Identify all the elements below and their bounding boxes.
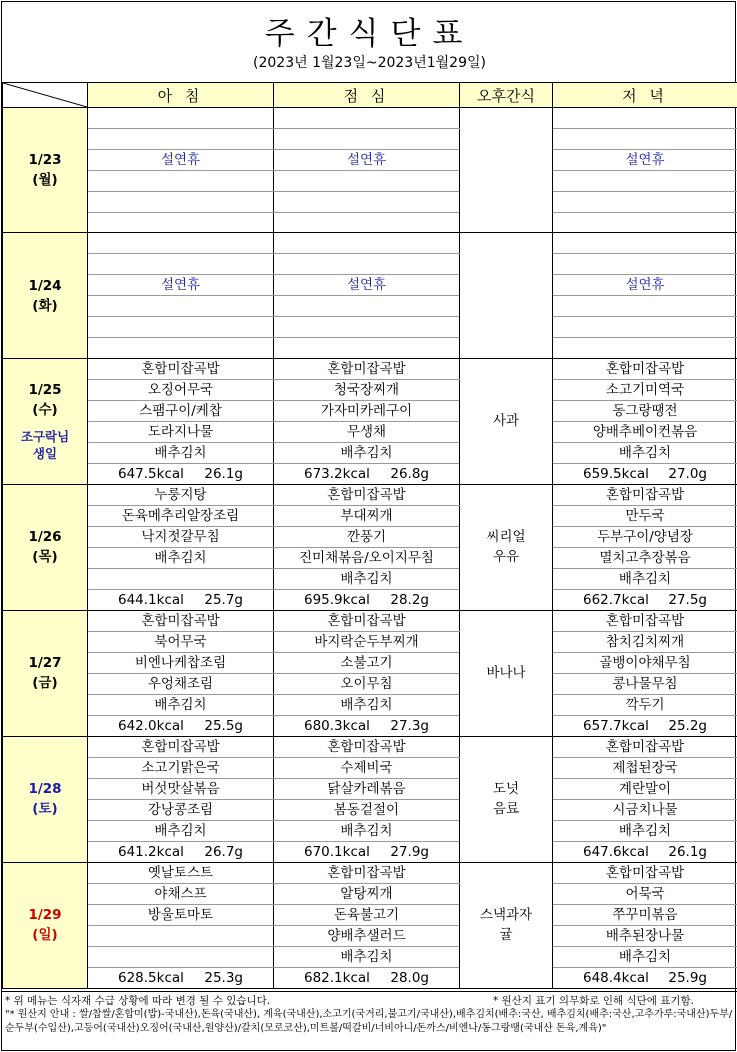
dinner-item: 소고기미역국 bbox=[553, 379, 737, 400]
protein-value: 27.5g bbox=[668, 591, 707, 608]
header-breakfast: 아 침 bbox=[88, 83, 274, 108]
dinner-item: 양배추베이컨볶음 bbox=[553, 421, 737, 442]
breakfast-item: 낙지젓갈무침 bbox=[88, 526, 274, 547]
menu-row bbox=[3, 967, 737, 988]
lunch-item: 가자미카레구이 bbox=[274, 400, 460, 421]
lunch-item: 설연휴 bbox=[274, 149, 460, 170]
kcal-value: 642.0kcal bbox=[118, 717, 184, 734]
day-date: 1/23 bbox=[28, 152, 62, 169]
lunch-nutrition bbox=[274, 212, 460, 233]
diagonal-line-icon bbox=[3, 83, 87, 107]
lunch-item: 배추김치 bbox=[274, 946, 460, 967]
protein-value: 28.2g bbox=[390, 591, 429, 608]
lunch-nutrition bbox=[274, 715, 460, 736]
breakfast-item: 옛날토스트 bbox=[88, 862, 274, 883]
day-weekday: (토) bbox=[32, 801, 58, 818]
menu-row bbox=[3, 212, 737, 233]
lunch-nutrition bbox=[274, 338, 460, 359]
dinner-item: 콩나물무침 bbox=[553, 673, 737, 694]
kcal-value: 659.5kcal bbox=[583, 465, 649, 482]
protein-value: 25.3g bbox=[204, 969, 243, 986]
protein-value: 26.7g bbox=[204, 843, 243, 860]
breakfast-item bbox=[88, 946, 274, 967]
lunch-item: 양배추샐러드 bbox=[274, 925, 460, 946]
snack-cell: 사과 bbox=[460, 358, 553, 484]
breakfast-item: 도라지나물 bbox=[88, 421, 274, 442]
footer-note-left: * 위 메뉴는 식자재 수급 상황에 따라 변경 될 수 있습니다. bbox=[5, 995, 271, 1007]
menu-row bbox=[3, 589, 737, 610]
day-label bbox=[3, 862, 88, 988]
menu-row bbox=[3, 149, 737, 170]
day-date: 1/28 bbox=[28, 781, 62, 798]
dinner-item: 깍두기 bbox=[553, 694, 737, 715]
dinner-item: 배추김치 bbox=[553, 442, 737, 463]
dinner-item: 어묵국 bbox=[553, 883, 737, 904]
dinner-item bbox=[553, 233, 737, 254]
breakfast-item bbox=[88, 296, 274, 317]
breakfast-item bbox=[88, 568, 274, 589]
breakfast-item: 강낭콩조림 bbox=[88, 799, 274, 820]
menu-row bbox=[3, 128, 737, 149]
lunch-item: 배추김치 bbox=[274, 694, 460, 715]
menu-row bbox=[3, 338, 737, 359]
breakfast-item: 오징어무국 bbox=[88, 379, 274, 400]
dinner-nutrition bbox=[553, 589, 737, 610]
menu-row bbox=[3, 841, 737, 862]
day-label bbox=[3, 736, 88, 862]
day-date: 1/25 bbox=[28, 382, 62, 399]
menu-row bbox=[3, 820, 737, 841]
dinner-nutrition bbox=[553, 463, 737, 484]
dinner-item bbox=[553, 296, 737, 317]
dinner-item bbox=[553, 254, 737, 275]
lunch-item: 소불고기 bbox=[274, 652, 460, 673]
dinner-item: 만두국 bbox=[553, 505, 737, 526]
period-subtitle: (2023년 1월23일~2023년1월29일) bbox=[253, 55, 486, 71]
menu-row bbox=[3, 317, 737, 338]
day-label bbox=[3, 108, 88, 233]
dinner-item: 혼합미잡곡밥 bbox=[553, 610, 737, 631]
snack-cell bbox=[460, 108, 553, 233]
protein-value: 25.5g bbox=[204, 717, 243, 734]
dinner-nutrition bbox=[553, 841, 737, 862]
breakfast-nutrition bbox=[88, 967, 274, 988]
dinner-item: 배추김치 bbox=[553, 820, 737, 841]
dinner-item bbox=[553, 108, 737, 129]
dinner-item: 계란말이 bbox=[553, 778, 737, 799]
menu-row bbox=[3, 883, 737, 904]
day-weekday: (목) bbox=[32, 549, 58, 566]
breakfast-item: 설연휴 bbox=[88, 275, 274, 296]
breakfast-nutrition bbox=[88, 463, 274, 484]
menu-row bbox=[3, 799, 737, 820]
day-weekday: (일) bbox=[32, 927, 58, 944]
footer-note-right: * 원산지 표기 의무화로 인해 식단에 표기함. bbox=[492, 995, 694, 1007]
breakfast-item: 우엉채조림 bbox=[88, 673, 274, 694]
menu-row bbox=[3, 233, 737, 254]
menu-row bbox=[3, 778, 737, 799]
kcal-value: 680.3kcal bbox=[304, 717, 370, 734]
menu-row bbox=[3, 275, 737, 296]
protein-value: 27.0g bbox=[668, 465, 707, 482]
dinner-item: 설연휴 bbox=[553, 275, 737, 296]
lunch-item: 닭살카레볶음 bbox=[274, 778, 460, 799]
kcal-value: 682.1kcal bbox=[304, 969, 370, 986]
lunch-item: 배추김치 bbox=[274, 820, 460, 841]
dinner-nutrition bbox=[553, 338, 737, 359]
dinner-item: 동그랑땡전 bbox=[553, 400, 737, 421]
day-weekday: (화) bbox=[32, 297, 58, 314]
weekly-menu-table bbox=[2, 82, 737, 989]
dinner-item: 배추김치 bbox=[553, 568, 737, 589]
menu-row bbox=[3, 484, 737, 505]
lunch-item: 혼합미잡곡밥 bbox=[274, 862, 460, 883]
snack-cell bbox=[460, 233, 553, 358]
breakfast-item: 혼합미잡곡밥 bbox=[88, 358, 274, 379]
dinner-item: 배추김치 bbox=[553, 946, 737, 967]
breakfast-item: 방울토마토 bbox=[88, 904, 274, 925]
breakfast-item: 배추김치 bbox=[88, 694, 274, 715]
lunch-item: 혼합미잡곡밥 bbox=[274, 484, 460, 505]
dinner-nutrition bbox=[553, 967, 737, 988]
dinner-item: 제첩된장국 bbox=[553, 757, 737, 778]
lunch-item bbox=[274, 128, 460, 149]
lunch-item: 부대찌개 bbox=[274, 505, 460, 526]
menu-row bbox=[3, 547, 737, 568]
dinner-item: 배추된장나물 bbox=[553, 925, 737, 946]
breakfast-item bbox=[88, 925, 274, 946]
menu-row bbox=[3, 108, 737, 129]
lunch-item: 혼합미잡곡밥 bbox=[274, 358, 460, 379]
breakfast-item: 돈육메추리알장조림 bbox=[88, 505, 274, 526]
dinner-item bbox=[553, 317, 737, 338]
lunch-item: 배추김치 bbox=[274, 568, 460, 589]
footer-notes bbox=[2, 991, 737, 1038]
kcal-value: 628.5kcal bbox=[118, 969, 184, 986]
breakfast-item: 비엔나케찹조림 bbox=[88, 652, 274, 673]
day-date: 1/26 bbox=[28, 529, 62, 546]
menu-row bbox=[3, 946, 737, 967]
kcal-value: 695.9kcal bbox=[304, 591, 370, 608]
breakfast-item bbox=[88, 191, 274, 212]
menu-row bbox=[3, 442, 737, 463]
dinner-item: 쭈꾸미볶음 bbox=[553, 904, 737, 925]
breakfast-nutrition bbox=[88, 338, 274, 359]
lunch-item: 혼합미잡곡밥 bbox=[274, 736, 460, 757]
lunch-item: 설연휴 bbox=[274, 275, 460, 296]
menu-row bbox=[3, 526, 737, 547]
day-label bbox=[3, 484, 88, 610]
protein-value: 26.8g bbox=[390, 465, 429, 482]
lunch-item: 진미채볶음/오이지무침 bbox=[274, 547, 460, 568]
header-snack: 오후간식 bbox=[460, 83, 553, 108]
lunch-item bbox=[274, 108, 460, 129]
menu-row bbox=[3, 736, 737, 757]
menu-row bbox=[3, 610, 737, 631]
breakfast-item bbox=[88, 254, 274, 275]
snack-cell: 스낵과자 귤 bbox=[460, 862, 553, 988]
lunch-item bbox=[274, 191, 460, 212]
kcal-value: 647.5kcal bbox=[118, 465, 184, 482]
menu-row bbox=[3, 463, 737, 484]
dinner-item: 시금치나물 bbox=[553, 799, 737, 820]
protein-value: 27.9g bbox=[390, 843, 429, 860]
menu-row bbox=[3, 715, 737, 736]
lunch-item bbox=[274, 233, 460, 254]
day-weekday: (월) bbox=[32, 172, 58, 189]
lunch-nutrition bbox=[274, 463, 460, 484]
menu-row bbox=[3, 296, 737, 317]
protein-value: 25.2g bbox=[668, 717, 707, 734]
dinner-nutrition bbox=[553, 212, 737, 233]
menu-row bbox=[3, 170, 737, 191]
kcal-value: 648.4kcal bbox=[583, 969, 649, 986]
menu-row bbox=[3, 652, 737, 673]
dinner-nutrition bbox=[553, 715, 737, 736]
breakfast-nutrition bbox=[88, 841, 274, 862]
menu-row bbox=[3, 694, 737, 715]
kcal-value: 670.1kcal bbox=[304, 843, 370, 860]
birthday-note: 조구락님 생일 bbox=[20, 429, 70, 462]
dinner-item bbox=[553, 128, 737, 149]
breakfast-nutrition bbox=[88, 212, 274, 233]
protein-value: 28.0g bbox=[390, 969, 429, 986]
menu-page bbox=[1, 1, 736, 1051]
day-date: 1/29 bbox=[28, 907, 62, 924]
menu-row bbox=[3, 673, 737, 694]
menu-row bbox=[3, 421, 737, 442]
snack-cell: 바나나 bbox=[460, 610, 553, 736]
lunch-item: 수제비국 bbox=[274, 757, 460, 778]
menu-row bbox=[3, 379, 737, 400]
breakfast-nutrition bbox=[88, 589, 274, 610]
dinner-item bbox=[553, 170, 737, 191]
dinner-item bbox=[553, 191, 737, 212]
breakfast-item bbox=[88, 128, 274, 149]
lunch-item: 바지락순두부찌개 bbox=[274, 631, 460, 652]
dinner-item: 혼합미잡곡밥 bbox=[553, 358, 737, 379]
day-date: 1/27 bbox=[28, 655, 62, 672]
lunch-item: 봄동겉절이 bbox=[274, 799, 460, 820]
menu-row bbox=[3, 757, 737, 778]
day-label bbox=[3, 358, 88, 484]
day-date: 1/24 bbox=[28, 277, 62, 294]
breakfast-item bbox=[88, 233, 274, 254]
lunch-item: 무생채 bbox=[274, 421, 460, 442]
header-lunch: 점 심 bbox=[274, 83, 460, 108]
menu-row bbox=[3, 191, 737, 212]
dinner-item: 참치김치찌개 bbox=[553, 631, 737, 652]
breakfast-item bbox=[88, 317, 274, 338]
breakfast-item: 버섯맛살볶음 bbox=[88, 778, 274, 799]
breakfast-item: 설연휴 bbox=[88, 149, 274, 170]
breakfast-item: 배추김치 bbox=[88, 442, 274, 463]
kcal-value: 657.7kcal bbox=[583, 717, 649, 734]
breakfast-item: 배추김치 bbox=[88, 820, 274, 841]
footer-origin-note: "* 원산지 안내 : 쌀/찹쌀/혼합미(밥)-국내산),돈육(국내산), 계육(국내산),소고기(국거리,불고기/국내산),배추김치(배추:국산, 배추김치(배추:국산,고추가루:국내산)두부/순두부(수입산),고등어(국내산)오징어(국내산,원양산)/갈치(모로코산),미트볼/떡갈비/너비아니/돈까스/비엔나/동그랑땡(국내산 돈육,계육)" bbox=[5, 1009, 733, 1034]
dinner-item: 두부구이/양념장 bbox=[553, 526, 737, 547]
dinner-item: 골뱅이야채무침 bbox=[553, 652, 737, 673]
lunch-nutrition bbox=[274, 967, 460, 988]
breakfast-item: 혼합미잡곡밥 bbox=[88, 736, 274, 757]
menu-row bbox=[3, 400, 737, 421]
lunch-nutrition bbox=[274, 589, 460, 610]
breakfast-item: 스팸구이/케찹 bbox=[88, 400, 274, 421]
kcal-value: 641.2kcal bbox=[118, 843, 184, 860]
breakfast-item: 혼합미잡곡밥 bbox=[88, 610, 274, 631]
menu-row bbox=[3, 358, 737, 379]
protein-value: 25.9g bbox=[668, 969, 707, 986]
kcal-value: 644.1kcal bbox=[118, 591, 184, 608]
breakfast-item: 소고기맑은국 bbox=[88, 757, 274, 778]
dinner-item: 혼합미잡곡밥 bbox=[553, 736, 737, 757]
dinner-item: 멸치고추장볶음 bbox=[553, 547, 737, 568]
protein-value: 26.1g bbox=[668, 843, 707, 860]
snack-cell: 도넛 음료 bbox=[460, 736, 553, 862]
menu-row bbox=[3, 862, 737, 883]
corner-cell bbox=[3, 83, 88, 108]
breakfast-item: 배추김치 bbox=[88, 547, 274, 568]
breakfast-item bbox=[88, 108, 274, 129]
lunch-item: 오이무침 bbox=[274, 673, 460, 694]
menu-row bbox=[3, 631, 737, 652]
menu-row bbox=[3, 568, 737, 589]
menu-row bbox=[3, 904, 737, 925]
dinner-item: 혼합미잡곡밥 bbox=[553, 484, 737, 505]
kcal-value: 673.2kcal bbox=[304, 465, 370, 482]
menu-body bbox=[3, 108, 737, 989]
lunch-item: 알탕찌개 bbox=[274, 883, 460, 904]
breakfast-item: 야채스프 bbox=[88, 883, 274, 904]
snack-cell: 씨리얼 우유 bbox=[460, 484, 553, 610]
protein-value: 26.1g bbox=[204, 465, 243, 482]
menu-row bbox=[3, 505, 737, 526]
breakfast-item bbox=[88, 170, 274, 191]
dinner-item: 혼합미잡곡밥 bbox=[553, 862, 737, 883]
lunch-item: 깐풍기 bbox=[274, 526, 460, 547]
kcal-value: 662.7kcal bbox=[583, 591, 649, 608]
breakfast-nutrition bbox=[88, 715, 274, 736]
page-title: 주간식단표 bbox=[264, 16, 475, 52]
breakfast-item: 누룽지탕 bbox=[88, 484, 274, 505]
dinner-item: 설연휴 bbox=[553, 149, 737, 170]
lunch-item: 혼합미잡곡밥 bbox=[274, 610, 460, 631]
day-weekday: (수) bbox=[32, 402, 58, 419]
day-label bbox=[3, 233, 88, 358]
lunch-nutrition bbox=[274, 841, 460, 862]
breakfast-item: 북어무국 bbox=[88, 631, 274, 652]
menu-row bbox=[3, 925, 737, 946]
menu-row bbox=[3, 254, 737, 275]
lunch-item bbox=[274, 296, 460, 317]
protein-value: 25.7g bbox=[204, 591, 243, 608]
lunch-item bbox=[274, 317, 460, 338]
lunch-item bbox=[274, 254, 460, 275]
kcal-value: 647.6kcal bbox=[583, 843, 649, 860]
lunch-item bbox=[274, 170, 460, 191]
day-weekday: (금) bbox=[32, 675, 58, 692]
lunch-item: 배추김치 bbox=[274, 442, 460, 463]
header-dinner: 저 녁 bbox=[553, 83, 737, 108]
day-label bbox=[3, 610, 88, 736]
lunch-item: 돈육불고기 bbox=[274, 904, 460, 925]
protein-value: 27.3g bbox=[390, 717, 429, 734]
lunch-item: 청국장찌개 bbox=[274, 379, 460, 400]
